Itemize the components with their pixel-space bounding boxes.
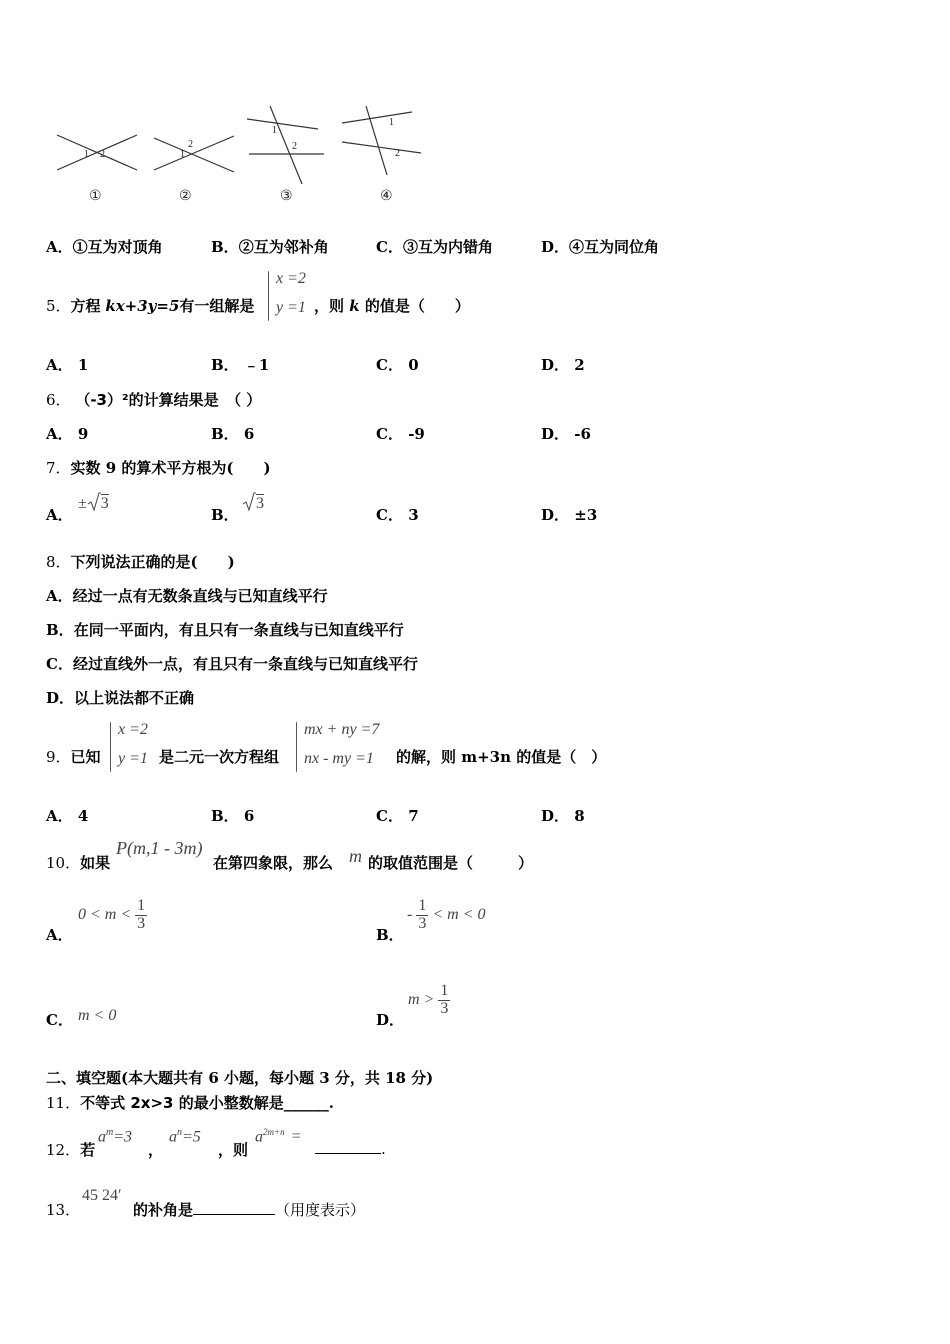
q9-option-c: C． 7 [376,807,419,825]
q10-option-a-value: 0 < m < $\frac{1}{3}$ [78,897,146,932]
q5-option-d: D． 2 [541,356,585,374]
q13-angle: 45 24′ [82,1187,122,1204]
q5-sol-x: x =2 [276,270,306,287]
q12-answer-blank[interactable]: . [315,1139,386,1158]
q5-option-c: C． 0 [376,356,419,374]
q5-sol-y: y =1 [276,299,306,316]
q10-point: P(m,1 - 3m) [116,838,203,858]
q9-option-d: D． 8 [541,807,585,825]
q6-option-b: B． 6 [211,425,255,443]
fig2-mark-2: 2 [188,139,193,150]
q10-option-c-letter: C． [46,1011,73,1029]
fig4-line-bottom [342,142,421,153]
q7-stem: 7．实数 9 的算术平方根为( ) [46,459,271,477]
q5-stem: 5．方程 kx+3y=5有一组解是 [46,297,255,315]
q12-blank-line[interactable] [315,1139,381,1154]
q10-option-b-value: - $\frac{1}{3}$ < m < 0 [407,897,486,932]
q7-option-d: D． ±3 [541,506,598,524]
radical-icon [87,492,101,512]
q7-option-b-letter: B． [211,506,239,524]
fig2-line-a [154,138,234,172]
q10-option-b-letter: B． [376,926,404,944]
q13-num: 13． [46,1201,81,1219]
q8-option-c: C．经过直线外一点，有且只有一条直线与已知直线平行 [46,655,418,673]
fig4-mark-2: 2 [395,148,400,159]
q8-option-a: A．经过一点有无数条直线与已知直线平行 [46,587,328,605]
q7-option-c: C． 3 [376,506,419,524]
q5-stem-end: ，则 k 的值是（ ） [314,297,470,315]
q4-option-b: B．②互为邻补角 [211,238,329,256]
q10-option-c-value: m < 0 [78,1007,117,1024]
q13-stem: 的补角是 （用度表示） [133,1201,366,1219]
fig1-mark-2: 2 [100,149,105,160]
q10-option-a-letter: A． [46,926,73,944]
q9-option-a: A． 4 [46,807,89,825]
fig1-label: ① [89,188,102,204]
q12-sep: ， [148,1141,164,1159]
fig4-label: ④ [380,188,393,204]
q5-option-b: B． ﹣1 [211,356,270,374]
q4-option-c: C．③互为内错角 [376,238,493,256]
q10-option-d-value: m > $\frac{1}{3}$ [408,982,449,1017]
q5-option-a: A． 1 [46,356,89,374]
q9-option-b: B． 6 [211,807,255,825]
fig2-line-b [154,136,234,170]
fig3-line-top [247,119,318,129]
q9-sol-x: x =2 [118,721,148,738]
q8-option-d: D．以上说法都不正确 [46,689,195,707]
fig3-label: ③ [280,188,293,204]
q12-stem-mid: ，则 [218,1141,249,1159]
q12-expr-2: $a^n=5$ [169,1127,201,1146]
q6-option-a: A． 9 [46,425,89,443]
q10-stem-end: 的取值范围是（ ） [368,854,534,872]
q7-option-a-letter: A． [46,506,73,524]
q7-option-a-value: ± 3 [78,492,109,513]
q4-option-a: A．①互为对顶角 [46,238,163,256]
section-title: 二、填空题(本大题共有 6 小题，每小题 3 分，共 18 分) [46,1069,434,1087]
q12-stem: 12．若 [46,1141,96,1159]
fig4-line-top [342,112,412,123]
radical-icon [242,492,256,512]
q11-stem: 11．不等式 2x>3 的最小整数解是______. [46,1094,334,1112]
q6-option-c: C． -9 [376,425,425,443]
fig1-mark-1: 1 [84,149,89,160]
fig2-label: ② [179,188,192,204]
q7-option-b-value: 3 [242,492,264,513]
q10-stem: 10．如果 [46,854,111,872]
q8-stem: 8．下列说法正确的是( ) [46,553,235,571]
q10-var: m [349,846,362,866]
fig3-mark-1: 1 [272,125,277,136]
q13-answer-blank[interactable] [193,1200,275,1215]
fig3-transversal [270,106,302,184]
q4-option-d: D．④互为同位角 [541,238,660,256]
q5-brace [268,271,269,321]
q6-option-d: D． -6 [541,425,591,443]
q12-expr-3: $a^{2m+n}$ = [255,1127,302,1146]
q9-stem: 9．已知 [46,748,101,766]
q9-stem-mid: 是二元一次方程组 [159,748,280,766]
q6-stem: 6． （-3）²的计算结果是 （ ） [46,391,262,409]
q9-brace-system [296,722,297,772]
q8-option-b: B．在同一平面内，有且只有一条直线与已知直线平行 [46,621,404,639]
q10-stem-mid: 在第四象限，那么 [213,854,334,872]
fig3-mark-2: 2 [292,141,297,152]
q9-eq2: nx - my =1 [304,750,374,767]
q9-brace-solution [110,722,111,772]
fig4-mark-1: 1 [389,117,394,128]
q9-stem-end: 的解，则 m+3n 的值是（ ） [396,748,607,766]
q12-expr-1: $a^m=3$ [98,1127,133,1146]
angle-figures [40,98,440,208]
q9-eq1: mx + ny =7 [304,721,380,738]
q9-sol-y: y =1 [118,750,148,767]
q10-option-d-letter: D． [376,1011,405,1029]
fig2-mark-1: 1 [180,149,185,160]
